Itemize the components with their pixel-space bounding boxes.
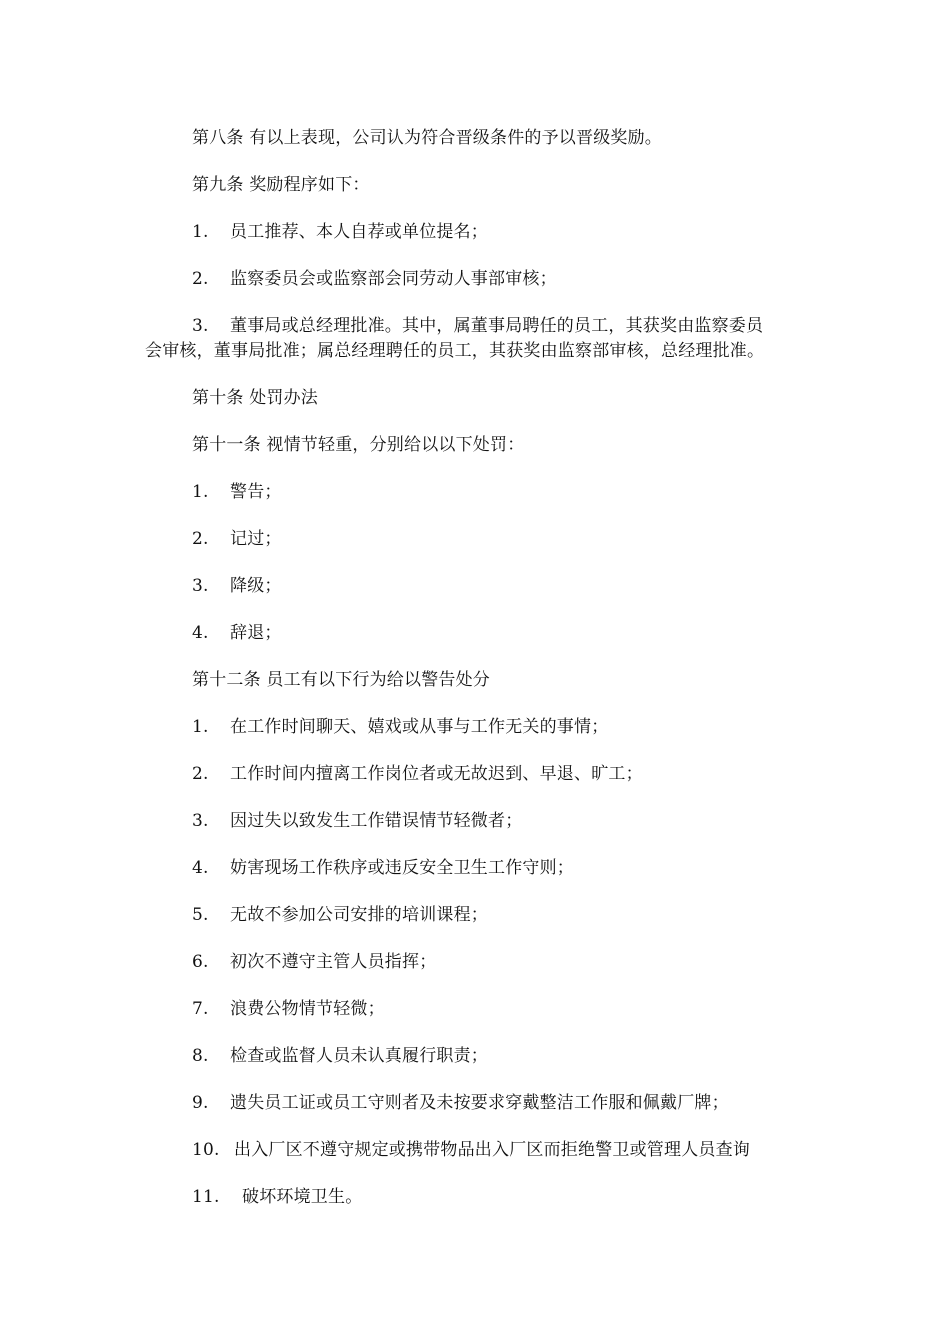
list-number: 2.	[192, 764, 209, 784]
list-text: 降级；	[230, 576, 282, 596]
article-11	[192, 433, 524, 457]
list-number: 3.	[192, 811, 209, 831]
list-item	[192, 1138, 750, 1162]
list-text: 会审核，董事局批准；属总经理聘任的员工，其获奖由监察部审核，总经理批准。	[145, 341, 765, 361]
list-number: 3.	[192, 316, 209, 336]
paragraph-text: 第十二条 员工有以下行为给以警告处分	[192, 670, 491, 690]
list-text: 破坏环境卫生。	[242, 1187, 363, 1207]
list-text: 检查或监督人员未认真履行职责；	[230, 1046, 488, 1066]
list-text: 遗失员工证或员工守则者及未按要求穿戴整洁工作服和佩戴厂牌；	[230, 1093, 729, 1113]
list-text: 警告；	[230, 482, 282, 502]
list-number: 1.	[192, 717, 209, 737]
list-item	[192, 267, 557, 291]
list-text: 董事局或总经理批准。其中，属董事局聘任的员工，其获奖由监察委员	[230, 316, 764, 336]
list-item	[192, 621, 282, 645]
list-item	[192, 527, 282, 551]
list-text: 妨害现场工作秩序或违反安全卫生工作守则；	[230, 858, 574, 878]
list-number: 2.	[192, 269, 209, 289]
list-text: 在工作时间聊天、嬉戏或从事与工作无关的事情；	[230, 717, 609, 737]
list-number: 1.	[192, 482, 209, 502]
list-item	[192, 762, 643, 786]
list-number: 4.	[192, 858, 209, 878]
list-item	[192, 856, 574, 880]
paragraph-text: 第八条 有以上表现，公司认为符合晋级条件的予以晋级奖励。	[192, 128, 663, 148]
list-number: 11.	[192, 1187, 220, 1207]
list-text: 记过；	[230, 529, 282, 549]
list-number: 1.	[192, 222, 209, 242]
list-number: 2.	[192, 529, 209, 549]
article-9	[192, 173, 370, 197]
list-number: 4.	[192, 623, 209, 643]
list-item	[192, 809, 522, 833]
list-item	[192, 480, 282, 504]
article-12	[192, 668, 490, 692]
list-text: 无故不参加公司安排的培训课程；	[230, 905, 488, 925]
list-number: 8.	[192, 1046, 209, 1066]
paragraph-text: 第十一条 视情节轻重，分别给以以下处罚：	[192, 435, 525, 455]
list-item	[192, 1185, 362, 1209]
list-text: 因过失以致发生工作错误情节轻微者；	[230, 811, 523, 831]
list-number: 7.	[192, 999, 209, 1019]
list-text: 监察委员会或监察部会同劳动人事部审核；	[230, 269, 557, 289]
list-item-continuation	[145, 339, 764, 363]
list-text: 辞退；	[230, 623, 282, 643]
list-item	[192, 1091, 729, 1115]
list-number: 3.	[192, 576, 209, 596]
list-number: 9.	[192, 1093, 209, 1113]
list-item	[192, 997, 385, 1021]
article-8	[192, 126, 662, 150]
list-item	[192, 574, 282, 598]
list-number: 6.	[192, 952, 209, 972]
list-text: 浪费公物情节轻微；	[230, 999, 385, 1019]
article-10	[192, 386, 318, 410]
list-text: 初次不遵守主管人员指挥；	[230, 952, 437, 972]
list-text: 员工推荐、本人自荐或单位提名；	[230, 222, 488, 242]
list-item	[192, 314, 763, 338]
list-item	[192, 1044, 488, 1068]
list-number: 10.	[192, 1140, 220, 1160]
paragraph-text: 第九条 奖励程序如下：	[192, 175, 370, 195]
list-item	[192, 903, 488, 927]
list-item	[192, 950, 436, 974]
paragraph-text: 第十条 处罚办法	[192, 388, 319, 408]
list-text: 出入厂区不遵守规定或携带物品出入厂区而拒绝警卫或管理人员查询	[234, 1140, 750, 1160]
list-item	[192, 715, 608, 739]
list-number: 5.	[192, 905, 209, 925]
list-item	[192, 220, 488, 244]
list-text: 工作时间内擅离工作岗位者或无故迟到、早退、旷工；	[230, 764, 643, 784]
